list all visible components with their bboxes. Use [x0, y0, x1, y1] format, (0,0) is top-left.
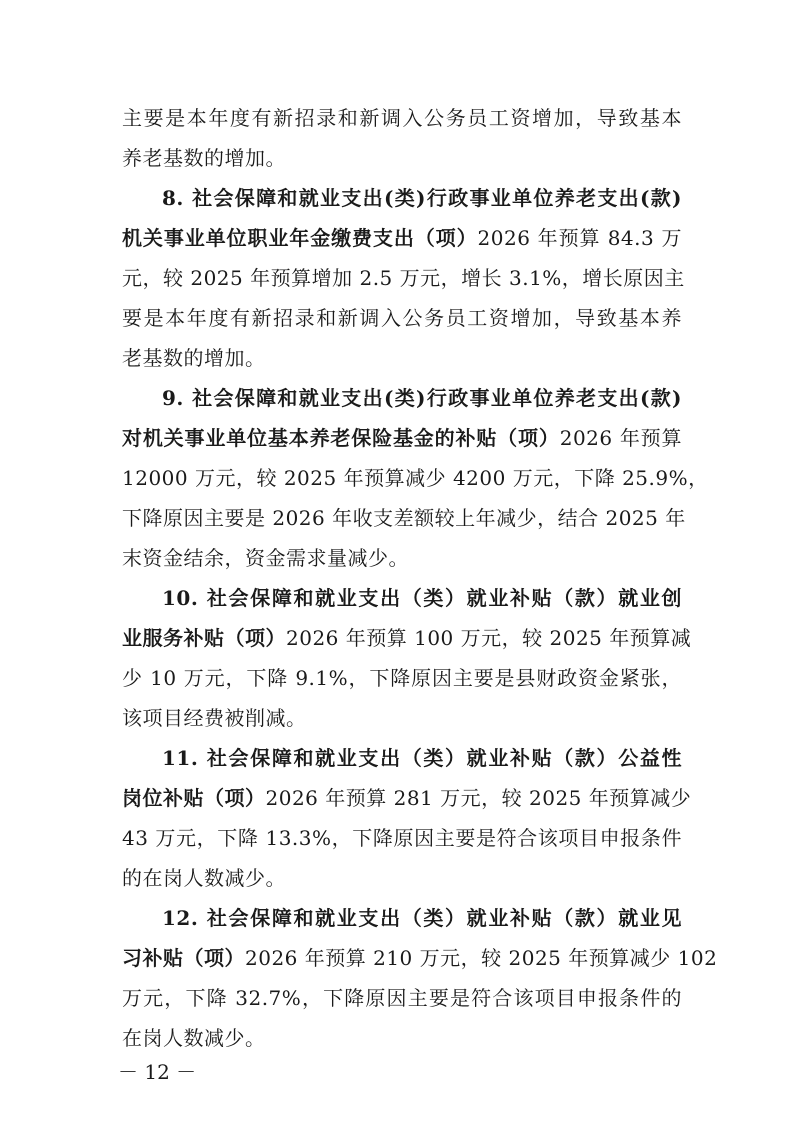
- paragraph-line: [122, 146, 682, 170]
- text-run: 的在岗人数减少。: [122, 866, 286, 890]
- text-run: 2026 年预算: [559, 426, 683, 450]
- paragraph-line: [122, 626, 692, 650]
- paragraph-line: [122, 946, 718, 970]
- paragraph-line: [122, 306, 682, 330]
- item-heading-12: [162, 906, 682, 930]
- page-number: － 12 －: [118, 1060, 197, 1084]
- text-run: 元，较 2025 年预算增加 2.5 万元，增长 3.1%，增长原因主: [122, 266, 685, 290]
- paragraph-line: [122, 226, 682, 250]
- text-run: 机关事业单位职业年金缴费支出（项）: [122, 226, 478, 250]
- paragraph-line: [122, 986, 682, 1010]
- text-run: 43 万元，下降 13.3%，下降原因主要是符合该项目申报条件: [122, 826, 682, 850]
- text-run: 习补贴（项）: [122, 946, 245, 970]
- text-run: 在岗人数减少。: [122, 1026, 266, 1050]
- text-run: 养老基数的增加。: [122, 146, 286, 170]
- text-run: 要是本年度有新招录和新调入公务员工资增加，导致基本养: [122, 306, 682, 330]
- paragraph-line: [122, 666, 682, 690]
- paragraph-line: [122, 266, 685, 290]
- text-run: 10. 社会保障和就业支出（类）就业补贴（款）就业创: [162, 586, 682, 610]
- paragraph-line: [122, 426, 682, 450]
- paragraph-line: [122, 106, 682, 130]
- text-run: 老基数的增加。: [122, 346, 266, 370]
- text-run: 万元，下降 32.7%，下降原因主要是符合该项目申报条件的: [122, 986, 682, 1010]
- text-run: 11. 社会保障和就业支出（类）就业补贴（款）公益性: [162, 746, 682, 770]
- text-run: 末资金结余，资金需求量减少。: [122, 546, 409, 570]
- text-run: 下降原因主要是 2026 年收支差额较上年减少，结合 2025 年: [122, 506, 686, 530]
- text-run: 主要是本年度有新招录和新调入公务员工资增加，导致基本: [122, 106, 682, 130]
- paragraph-line: [122, 866, 682, 890]
- item-heading-10: [162, 586, 682, 610]
- paragraph-line: [122, 706, 682, 730]
- text-run: 2026 年预算 84.3 万: [477, 226, 682, 250]
- text-run: 该项目经费被削减。: [122, 706, 307, 730]
- item-heading-9: [162, 386, 682, 410]
- text-run: 12000 万元，较 2025 年预算减少 4200 万元，下降 25.9%，: [122, 466, 709, 490]
- text-run: 业服务补贴（项）: [122, 626, 286, 650]
- text-run: 9. 社会保障和就业支出(类)行政事业单位养老支出(款): [162, 386, 682, 410]
- text-run: 12. 社会保障和就业支出（类）就业补贴（款）就业见: [162, 906, 682, 930]
- text-run: 2026 年预算 100 万元，较 2025 年预算减: [286, 626, 692, 650]
- text-run: 岗位补贴（项）: [122, 786, 266, 810]
- paragraph-line: [122, 546, 682, 570]
- item-heading-8: [162, 186, 682, 210]
- text-run: 8. 社会保障和就业支出(类)行政事业单位养老支出(款): [162, 186, 682, 210]
- paragraph-line: [122, 1026, 682, 1050]
- text-run: 2026 年预算 281 万元，较 2025 年预算减少: [265, 786, 692, 810]
- paragraph-line: [122, 506, 686, 530]
- item-heading-11: [162, 746, 682, 770]
- paragraph-line: [122, 826, 682, 850]
- paragraph-line: [122, 346, 682, 370]
- text-run: 少 10 万元，下降 9.1%，下降原因主要是县财政资金紧张，: [122, 666, 682, 690]
- text-run: 对机关事业单位基本养老保险基金的补贴（项）: [122, 426, 560, 450]
- paragraph-line: [122, 466, 709, 490]
- text-run: 2026 年预算 210 万元，较 2025 年预算减少 102: [245, 946, 718, 970]
- paragraph-line: [122, 786, 692, 810]
